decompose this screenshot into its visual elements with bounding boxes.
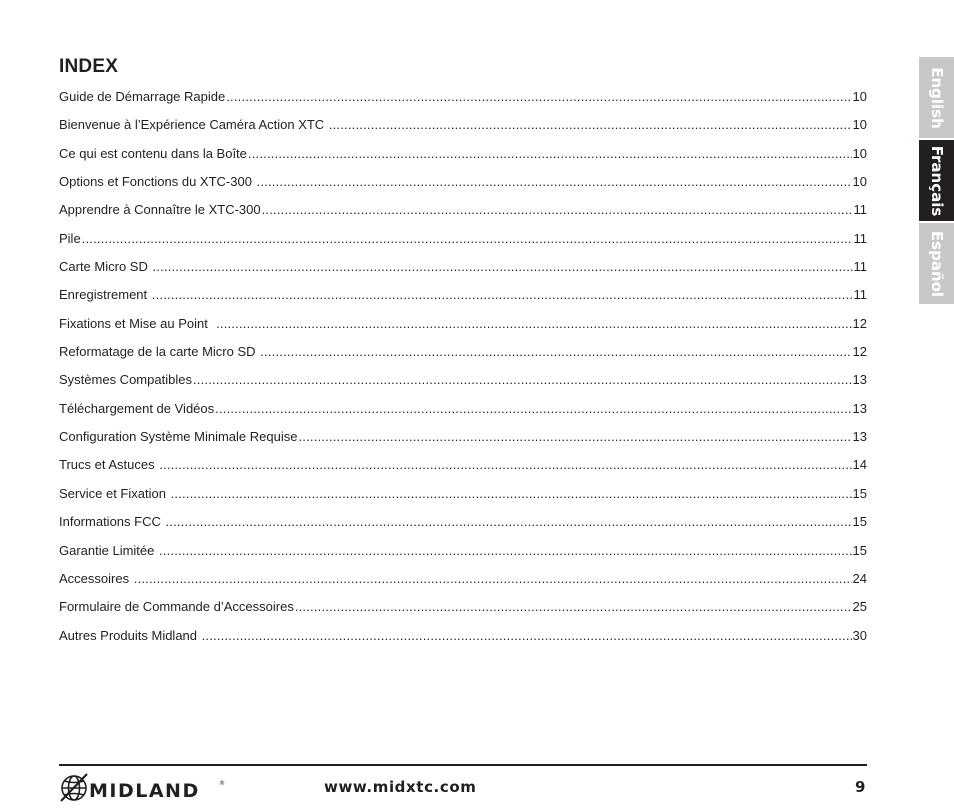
toc-entry[interactable] <box>59 624 867 652</box>
toc-entry[interactable] <box>59 510 867 538</box>
dot-leader <box>82 227 853 251</box>
dot-leader <box>171 482 852 506</box>
toc-entry-label: Formulaire de Commande d’Accessoires <box>59 599 294 615</box>
toc-entry-page: 11 <box>853 259 867 275</box>
toc-entry[interactable] <box>59 425 867 453</box>
toc-entry-label: Enregistrement <box>59 287 151 303</box>
toc-entry[interactable] <box>59 312 867 340</box>
dot-leader <box>152 255 852 279</box>
dot-leader <box>257 170 852 194</box>
tab-english-label: English <box>927 66 946 129</box>
toc-entry[interactable] <box>59 113 867 141</box>
toc-entry-label: Service et Fixation <box>59 485 170 501</box>
toc-entry-page: 10 <box>852 89 867 104</box>
dot-leader <box>165 510 851 534</box>
toc-entry-page: 14 <box>852 457 867 473</box>
toc-entry[interactable] <box>59 85 867 113</box>
tab-francais[interactable] <box>919 140 954 221</box>
toc-entry-page: 12 <box>852 344 867 360</box>
toc-entry-label: Accessoires <box>59 570 133 586</box>
tab-espanol-label: Español <box>927 230 946 297</box>
toc-entry-label: Téléchargement de Vidéos <box>59 400 215 416</box>
toc-entry[interactable] <box>59 227 867 255</box>
toc-entry-page: 15 <box>852 542 867 558</box>
globe-icon <box>61 774 87 801</box>
toc-entry[interactable] <box>59 539 867 567</box>
dot-leader <box>215 397 851 421</box>
toc-entry-label: Bienvenue à l’Expérience Caméra Action XTC <box>59 117 328 133</box>
toc-entry-page: 11 <box>853 287 867 303</box>
dot-leader <box>216 312 851 336</box>
toc-entry-label: Pile <box>59 230 81 246</box>
toc-entry-page: 25 <box>852 599 867 615</box>
page-title: INDEX <box>59 56 119 77</box>
toc-entry-page: 30 <box>852 627 867 643</box>
toc-entry[interactable] <box>59 283 867 311</box>
toc-entry-label: Autres Produits Midland <box>59 627 201 643</box>
table-of-contents <box>59 85 867 652</box>
toc-entry-page: 10 <box>852 145 867 161</box>
toc-entry[interactable] <box>59 397 867 425</box>
toc-entry-page: 13 <box>852 429 867 445</box>
svg-text:MIDLAND: MIDLAND <box>89 780 200 802</box>
website-url: www.midxtc.com <box>324 778 477 796</box>
toc-entry-page: 10 <box>852 117 867 133</box>
toc-entry-label: Systèmes Compatibles <box>59 372 192 388</box>
dot-leader <box>329 113 852 137</box>
toc-entry-page: 13 <box>852 400 867 416</box>
toc-entry[interactable] <box>59 198 867 226</box>
toc-entry-label: Apprendre à Connaître le XTC-300 <box>59 202 261 218</box>
toc-entry-label: Guide de Démarrage Rapide <box>59 89 226 104</box>
toc-entry-label: Configuration Système Minimale Requise <box>59 429 298 445</box>
footer-divider <box>59 764 867 766</box>
toc-entry-page: 24 <box>852 570 867 586</box>
toc-entry-label: Fixations et Mise au Point <box>59 315 216 331</box>
toc-entry-label: Garantie Limitée <box>59 542 158 558</box>
dot-leader <box>202 624 852 648</box>
toc-entry[interactable] <box>59 142 867 170</box>
dot-leader <box>298 425 851 449</box>
toc-entry-page: 11 <box>853 202 867 218</box>
dot-leader <box>262 198 853 222</box>
toc-entry[interactable] <box>59 567 867 595</box>
dot-leader <box>159 453 851 477</box>
dot-leader <box>159 539 852 563</box>
toc-entry-page: 15 <box>852 485 867 501</box>
toc-entry[interactable] <box>59 170 867 198</box>
toc-entry[interactable] <box>59 595 867 623</box>
dot-leader <box>226 85 851 109</box>
toc-entry-page: 11 <box>853 230 867 246</box>
page-number: 9 <box>855 778 866 796</box>
toc-entry[interactable] <box>59 368 867 396</box>
dot-leader <box>152 283 853 307</box>
midland-logo <box>59 771 225 805</box>
svg-text:®: ® <box>219 780 225 787</box>
dot-leader <box>248 142 852 166</box>
toc-entry-page: 15 <box>852 514 867 530</box>
toc-entry[interactable] <box>59 453 867 481</box>
toc-entry-label: Carte Micro SD <box>59 259 152 275</box>
tab-english[interactable] <box>919 57 954 138</box>
language-tabs <box>919 57 954 306</box>
toc-entry-label: Trucs et Astuces <box>59 457 159 473</box>
toc-entry-page: 13 <box>852 372 867 388</box>
dot-leader <box>260 340 851 364</box>
toc-entry-label: Options et Fonctions du XTC-300 <box>59 174 256 190</box>
toc-entry[interactable] <box>59 255 867 283</box>
toc-entry-label: Ce qui est contenu dans la Boîte <box>59 145 247 161</box>
toc-entry-label: Informations FCC <box>59 514 165 530</box>
toc-entry[interactable] <box>59 482 867 510</box>
toc-entry[interactable] <box>59 340 867 368</box>
toc-entry-page: 12 <box>852 315 867 331</box>
dot-leader <box>134 567 852 591</box>
dot-leader <box>295 595 852 619</box>
toc-entry-page: 10 <box>852 174 867 190</box>
dot-leader <box>193 368 852 392</box>
tab-francais-label: Français <box>927 145 946 216</box>
tab-espanol[interactable] <box>919 223 954 304</box>
toc-entry-label: Reformatage de la carte Micro SD <box>59 344 260 360</box>
